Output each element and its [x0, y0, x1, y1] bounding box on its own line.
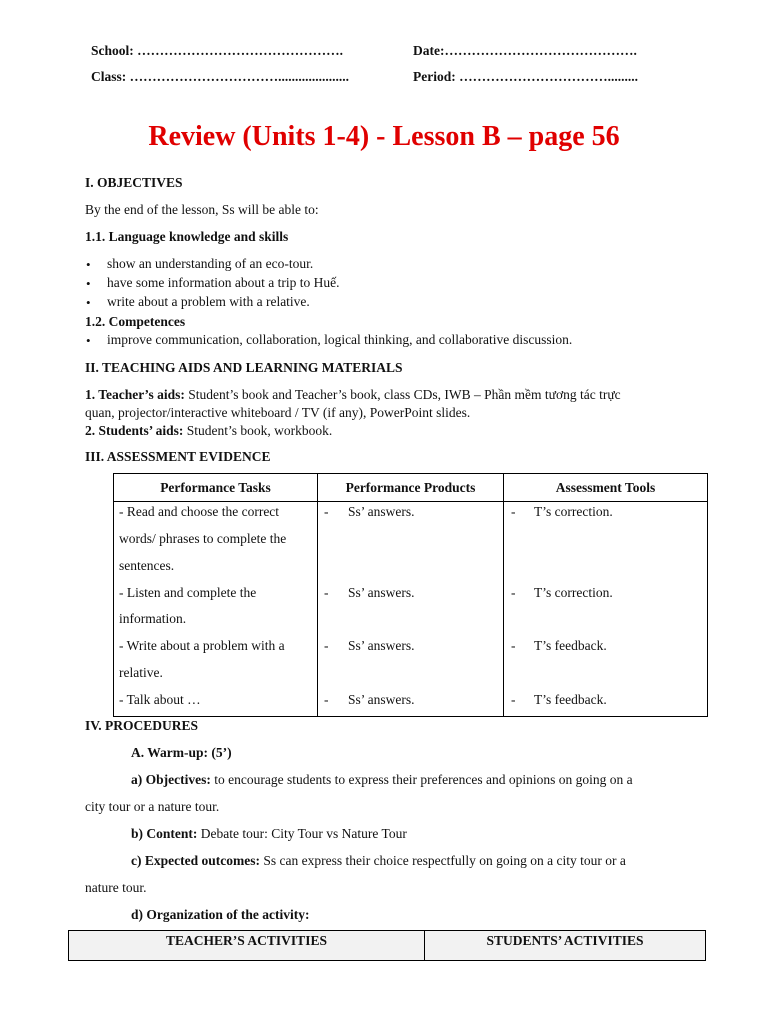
column-header: Assessment Tools	[504, 474, 708, 502]
content-label: b) Content:	[131, 826, 198, 841]
dash: -	[511, 585, 516, 600]
outcomes-text-line2: nature tour.	[85, 880, 147, 895]
tool-line: T’s feedback.	[534, 692, 607, 707]
class-field: Class: …………………………….....................	[91, 69, 350, 84]
period-field: Period: …………………………….........	[413, 69, 638, 84]
task-line: - Write about a problem with a	[119, 638, 285, 653]
competences-heading: 1.2. Competences	[85, 314, 186, 329]
assessment-heading: III. ASSESSMENT EVIDENCE	[85, 449, 271, 464]
competence-item: improve communication, collaboration, logical thinking, and collaborative discussion.	[107, 332, 573, 347]
bullet-icon: •	[86, 333, 91, 348]
teacher-activities-header: TEACHER’S ACTIVITIES	[69, 931, 425, 961]
organization-heading: d) Organization of the activity:	[131, 907, 310, 922]
activities-table	[68, 930, 706, 961]
warmup-objectives	[131, 772, 633, 788]
bullet-icon: •	[86, 257, 91, 272]
language-knowledge-heading: 1.1. Language knowledge and skills	[85, 229, 289, 244]
task-line: information.	[119, 611, 187, 626]
task-line: - Read and choose the correct	[119, 504, 280, 519]
date-field: Date:…………………………………….	[413, 43, 637, 58]
bullet-icon: •	[86, 276, 91, 291]
performance-tasks-cell	[114, 502, 318, 717]
product-line: Ss’ answers.	[348, 638, 415, 653]
task-line: relative.	[119, 665, 163, 680]
tool-line: T’s correction.	[534, 504, 613, 519]
warmup-outcomes	[131, 853, 626, 869]
students-activities-header: STUDENTS’ ACTIVITIES	[425, 931, 706, 961]
task-line: - Listen and complete the	[119, 585, 257, 600]
dash: -	[324, 638, 329, 653]
product-line: Ss’ answers.	[348, 692, 415, 707]
aids-heading: II. TEACHING AIDS AND LEARNING MATERIALS	[85, 360, 403, 375]
dash: -	[324, 504, 329, 519]
table-header-row	[114, 474, 708, 502]
task-line: - Talk about …	[119, 692, 201, 707]
dash: -	[511, 504, 516, 519]
column-header: Performance Products	[318, 474, 504, 502]
objectives-intro: By the end of the lesson, Ss will be able to:	[85, 202, 319, 217]
tool-line: T’s feedback.	[534, 638, 607, 653]
teacher-aids-text: Student’s book and Teacher’s book, class CDs, IWB – Phần mềm tương tác trực	[184, 387, 621, 402]
warmup-heading: A. Warm-up: (5’)	[131, 745, 232, 760]
outcomes-text: Ss can express their choice respectfully on going on a city tour or a	[259, 853, 626, 868]
dash: -	[511, 638, 516, 653]
objectives-text: to encourage students to express their preferences and opinions on going on a	[210, 772, 633, 787]
dash: -	[511, 692, 516, 707]
objectives-label: a) Objectives:	[131, 772, 211, 787]
teacher-aids-label: 1. Teacher’s aids:	[85, 387, 185, 402]
product-line: Ss’ answers.	[348, 504, 415, 519]
dash: -	[324, 692, 329, 707]
outcomes-label: c) Expected outcomes:	[131, 853, 260, 868]
objective-item: show an understanding of an eco-tour.	[107, 256, 314, 271]
column-header: Performance Tasks	[114, 474, 318, 502]
teacher-aids-text-line2: quan, projector/interactive whiteboard / TV (if any), PowerPoint slides.	[85, 405, 471, 420]
students-aids-label: 2. Students’ aids:	[85, 423, 184, 438]
students-aids-text: Student’s book, workbook.	[183, 423, 333, 438]
lesson-title: Review (Units 1-4) - Lesson B – page 56	[148, 121, 620, 152]
school-field: School: ……………………………………….	[91, 43, 344, 58]
teacher-aids	[85, 387, 621, 403]
assessment-table	[113, 473, 708, 717]
warmup-content	[131, 826, 407, 842]
table-header-row	[69, 931, 706, 961]
bullet-icon: •	[86, 295, 91, 310]
tool-line: T’s correction.	[534, 585, 613, 600]
objective-item: write about a problem with a relative.	[107, 294, 310, 309]
objectives-heading: I. OBJECTIVES	[85, 175, 183, 190]
performance-products-cell	[318, 502, 504, 717]
dash: -	[324, 585, 329, 600]
objective-item: have some information about a trip to Huế.	[107, 275, 340, 290]
product-line: Ss’ answers.	[348, 585, 415, 600]
assessment-tools-cell	[504, 502, 708, 717]
procedures-heading: IV. PROCEDURES	[85, 718, 199, 733]
task-line: words/ phrases to complete the	[119, 531, 287, 546]
content-text: Debate tour: City Tour vs Nature Tour	[197, 826, 407, 841]
students-aids	[85, 423, 332, 439]
task-line: sentences.	[119, 558, 175, 573]
objectives-text-line2: city tour or a nature tour.	[85, 799, 220, 814]
table-row	[114, 502, 708, 717]
